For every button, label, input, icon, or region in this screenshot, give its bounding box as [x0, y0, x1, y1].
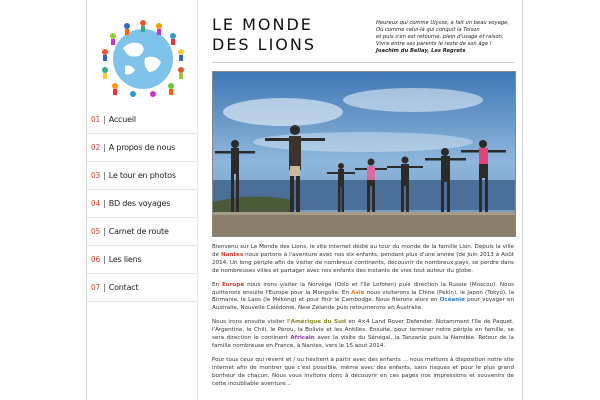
highlight-europe[interactable]: Europe	[221, 281, 245, 288]
highlight-amerique[interactable]: l'Amérique du Sud	[286, 319, 347, 326]
nav-item-contact[interactable]	[87, 274, 197, 302]
text-run: Bienvenu sur Le Monde des Lions, le site internet dédié au tour du monde de la famille Lion. Depuis la ville de	[212, 244, 514, 258]
nav-item-a-propos[interactable]	[87, 134, 197, 162]
nav-label: Carnet de route	[108, 227, 169, 236]
text-run: avec la visite du Sénégal, la Tanzanie puis la Namibie. Retour de la famille nombreuse en France, à Nantes, vers le 15 aout 2014.	[212, 335, 514, 349]
nav-separator: |	[103, 199, 106, 208]
family-photo	[212, 71, 516, 237]
nav-separator: |	[103, 115, 106, 124]
nav-item-bd-voyages[interactable]	[87, 190, 197, 218]
nav-item-tour-photos[interactable]	[87, 162, 197, 190]
sidebar	[87, 0, 197, 400]
nav-number: 01	[91, 115, 101, 124]
nav-separator: |	[103, 171, 106, 180]
quote-author: Joachim du Bellay, Les Regrets	[376, 48, 466, 54]
quote-line: Heureux qui comme Ulysse, a fait un beau voyage,	[376, 20, 509, 26]
nav-separator: |	[103, 227, 106, 236]
quote-line: Vivre entre ses parents le reste de son âge !	[376, 41, 492, 47]
nav-label: Le tour en photos	[108, 171, 176, 180]
text-run: nous visiterons la Chine (Pékin), le Japon (Tokyo), la Birmanie, le Laos (le Mékong) et pour finir le Cambodge. Nous filerons alors en	[212, 289, 514, 304]
site-title[interactable]	[212, 15, 316, 55]
intro-paragraph-2	[212, 282, 514, 314]
highlight-africain[interactable]: Africain	[290, 335, 315, 342]
quote-line: et puis s'en est retourné, plein d'usage et raison,	[376, 34, 504, 40]
nav-label: Contact	[108, 283, 139, 292]
main-navigation	[87, 106, 197, 302]
intro-paragraph-4: Pour tous ceux qui rêvent et / ou hésitent à partir avec des enfants ... nous mettons à disposition notre site internet afin de montrer que c'est possible, même avec des enfants, sans risques et pour le plus grand bonheur de chacun. Nous vous invitons donc à découvrir en ces pages nos impressions et souvenirs de cette inoubliable aventure...	[212, 356, 514, 387]
nav-label: Accueil	[108, 115, 136, 124]
nav-number: 03	[91, 171, 101, 180]
nav-number: 02	[91, 143, 101, 152]
nav-number: 05	[91, 227, 101, 236]
text-run: Nous irons ensuite visiter	[212, 319, 287, 326]
nav-number: 04	[91, 199, 101, 208]
intro-paragraph-1	[212, 244, 514, 276]
nav-item-liens[interactable]	[87, 246, 197, 274]
site-title-line-1: LE MONDE	[212, 15, 313, 34]
highlight-asie[interactable]: Asie	[351, 289, 365, 296]
site-title-line-2: DES LIONS	[212, 35, 317, 54]
highlight-oceanie[interactable]: Océanie	[439, 297, 465, 304]
text-run: En	[212, 281, 222, 288]
text-run: pour voyager en Australie, Nouvelle Calédonie, New Zélande puis retournerons en Australie.	[212, 297, 514, 312]
header-quote	[376, 20, 516, 55]
quote-line: Ou comme celui-là qui conquit la Toison	[376, 27, 480, 33]
right-frame-border	[522, 0, 523, 400]
nav-number: 06	[91, 255, 101, 264]
header-divider	[212, 62, 514, 63]
nav-separator: |	[103, 283, 106, 292]
text-run: nous partons à l'aventure avec nos six enfants, pendant plus d'une année (de Juin 2013 à Août 2014. Un long périple afin de visiter de nombreux continents, découvrir de nombreux pays, se perdre dans de nombreuses villes et partager avec nos enfants des instants de vies tout autour du globe.	[212, 251, 515, 274]
nav-separator: |	[103, 255, 106, 264]
text-run: en 4×4 Land Rover Defender. Notamment l'île de Paquet, l'Argentine, le Chili, le Pérou, la Bolivie et les Antilles. Ensuite, pour terminer notre périple en famille, se sera direction le continent	[212, 319, 514, 342]
nav-label: BD des voyages	[108, 199, 171, 208]
text-run: nous irons visiter la Norvège (Oslo et l'île Lofoten) puis direction la Russie (Moscou). Nous quitterons ensuite l'Europe pour la Mongolie. En	[212, 281, 514, 296]
globe-with-children-icon[interactable]	[95, 14, 191, 100]
nav-number: 07	[91, 283, 101, 292]
nav-label: Les liens	[108, 255, 142, 264]
intro-paragraph-3	[212, 319, 514, 351]
intro-text	[212, 244, 514, 395]
nav-separator: |	[103, 143, 106, 152]
nav-label: A propos de nous	[108, 143, 176, 152]
sidebar-divider	[197, 0, 198, 400]
highlight-nantes[interactable]: Nantes	[220, 251, 244, 258]
nav-item-carnet-route[interactable]	[87, 218, 197, 246]
nav-item-accueil[interactable]	[87, 106, 197, 134]
